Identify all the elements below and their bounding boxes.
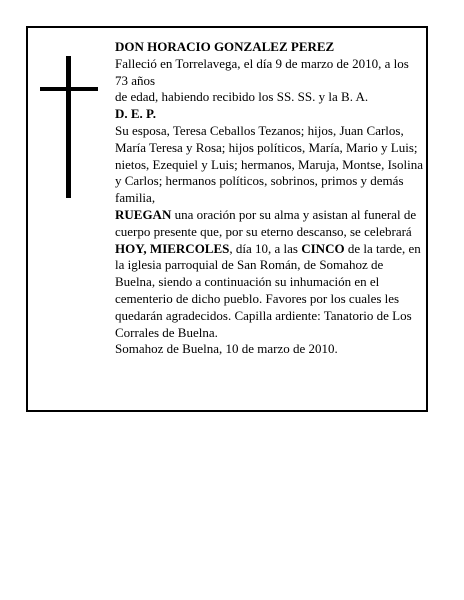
funeral-day: HOY, MIERCOLES	[115, 240, 230, 256]
rip-line	[115, 106, 423, 123]
funeral-hour: CINCO	[301, 240, 345, 256]
place-date: Somahoz de Buelna, 10 de marzo de 2010.	[115, 341, 338, 357]
obituary-notice	[26, 26, 428, 412]
request-text-3: de la tarde, en la iglesia parroquial de San Román, de Somahoz de Buelna, siendo a continuación su inhumación en el cementerio de dicho pueblo. Favores por los cuales les quedarán agradecidos. Capilla ardiente: Tanatorio de Los Corrales de Buelna.	[115, 240, 421, 340]
sacraments-info: de edad, habiendo recibido los SS. SS. y la B. A.	[115, 89, 369, 105]
cross-vertical-bar	[66, 56, 71, 198]
deceased-name	[115, 39, 423, 56]
request-text-1: una oración por su alma y asistan al funeral de cuerpo presente que, por su eterno descanso, se celebrará	[115, 206, 417, 239]
cross-horizontal-bar	[40, 87, 98, 91]
death-info: Falleció en Torrelavega, el día 9 de marzo de 2010, a los 73 años	[115, 55, 409, 88]
family-list: Su esposa, Teresa Ceballos Tezanos; hijos, Juan Carlos, María Teresa y Rosa; hijos políticos, María, Mario y Luis; nietos, Ezequiel y Luis; hermanos, Maruja, Montse, Isolina y Carlos; hermanos políticos, sobrinos, primos y demás familia,	[115, 122, 423, 206]
deceased-name-text: DON HORACIO GONZALEZ PEREZ	[115, 39, 335, 54]
ruegan-text: RUEGAN	[115, 206, 172, 222]
cross-icon	[40, 56, 98, 198]
request-text-2: , día 10, a las	[229, 240, 302, 256]
funeral-request	[115, 207, 423, 341]
notice-body	[115, 39, 423, 358]
rip-text: D. E. P.	[115, 106, 157, 122]
